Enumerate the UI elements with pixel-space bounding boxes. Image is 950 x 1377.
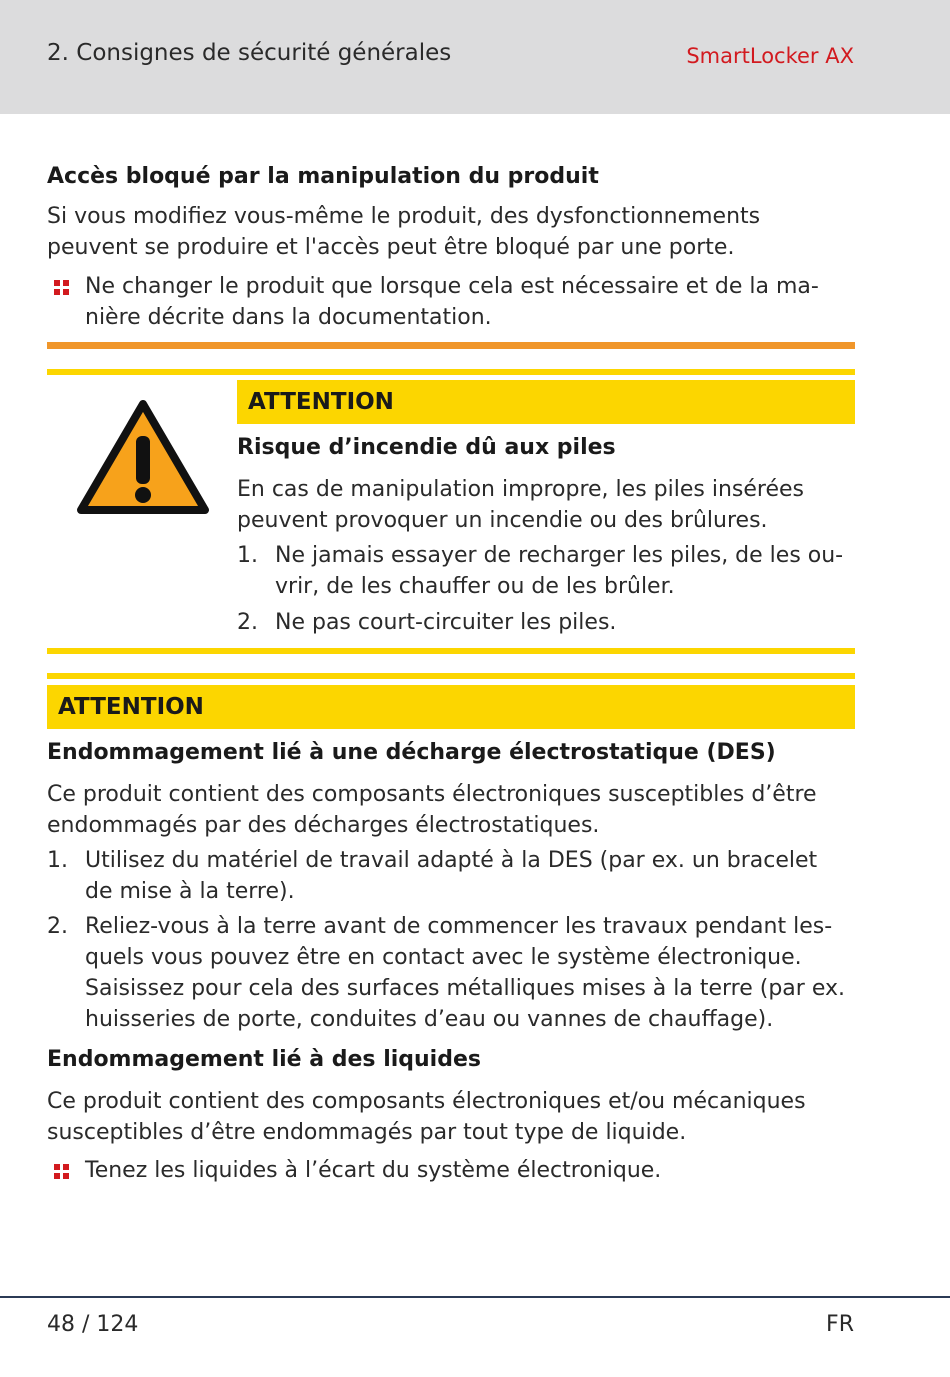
- paragraph-line: En cas de manipulation impropre, les piles insérées: [237, 477, 804, 502]
- step-number: 2.: [237, 610, 258, 635]
- bullet-line: Ne changer le produit que lorsque cela est nécessaire et de la ma-: [85, 274, 819, 299]
- section-title: 2. Consignes de sécurité générales: [47, 40, 452, 66]
- step-number: 1.: [237, 543, 258, 568]
- numbered-step: [237, 540, 855, 602]
- step-line: Ne jamais essayer de recharger les piles, de les ou-: [275, 543, 844, 568]
- heading-access-blocked: Accès bloqué par la manipulation du produit: [47, 164, 599, 189]
- warning-title: Risque d’incendie dû aux piles: [237, 435, 616, 460]
- step-line: Saisissez pour cela des surfaces métalliques mises à la terre (par ex.: [85, 976, 845, 1001]
- heading-esd: Endommagement lié à une décharge électrostatique (DES): [47, 740, 776, 765]
- signal-word-attention: ATTENTION: [47, 685, 855, 729]
- step-number: 2.: [47, 914, 68, 939]
- paragraph-line: Si vous modifiez vous-même le produit, des dysfonctionnements: [47, 204, 761, 229]
- divider-orange: [47, 342, 855, 349]
- numbered-step: [47, 911, 855, 1035]
- step-line: Utilisez du matériel de travail adapté à la DES (par ex. un bracelet: [85, 848, 818, 873]
- paragraph-access-blocked: [47, 201, 855, 263]
- product-name: SmartLocker AX: [686, 44, 854, 68]
- language-code: FR: [826, 1312, 854, 1337]
- bullet-squares-icon: [54, 1164, 70, 1180]
- step-line: quels vous pouvez être en contact avec le système électronique.: [85, 945, 802, 970]
- divider-yellow-bottom: [47, 648, 855, 654]
- paragraph-line: peuvent provoquer un incendie ou des brûlures.: [237, 508, 768, 533]
- numbered-step: [237, 607, 855, 638]
- bullet-line: Tenez les liquides à l’écart du système électronique.: [85, 1158, 662, 1183]
- divider-yellow-top: [47, 369, 855, 375]
- paragraph-liquids: [47, 1086, 855, 1148]
- footer-divider: [0, 1296, 950, 1298]
- warning-paragraph: [237, 474, 855, 536]
- step-line: Reliez-vous à la terre avant de commencer les travaux pendant les-: [85, 914, 833, 939]
- step-line: de mise à la terre).: [85, 879, 295, 904]
- heading-liquids: Endommagement lié à des liquides: [47, 1047, 481, 1072]
- numbered-step: [47, 845, 855, 907]
- bullet-squares-icon: [54, 280, 70, 296]
- paragraph-line: peuvent se produire et l'accès peut être bloqué par une porte.: [47, 235, 735, 260]
- paragraph-line: Ce produit contient des composants électroniques et/ou mécaniques: [47, 1089, 806, 1114]
- paragraph-line: susceptibles d’être endommagés par tout type de liquide.: [47, 1120, 687, 1145]
- step-line: huisseries de porte, conduites d’eau ou vannes de chauffage).: [85, 1007, 774, 1032]
- page-header: [0, 0, 950, 114]
- paragraph-esd: [47, 779, 855, 841]
- page-number: 48 / 124: [47, 1312, 139, 1337]
- divider-yellow-top: [47, 673, 855, 679]
- step-line: vrir, de les chauffer ou de les brûler.: [275, 574, 675, 599]
- step-line: Ne pas court-circuiter les piles.: [275, 610, 617, 635]
- warning-triangle-icon: [76, 398, 210, 516]
- bullet-line: nière décrite dans la documentation.: [85, 305, 492, 330]
- step-number: 1.: [47, 848, 68, 873]
- paragraph-line: Ce produit contient des composants électroniques susceptibles d’être: [47, 782, 817, 807]
- paragraph-line: endommagés par des décharges électrostatiques.: [47, 813, 600, 838]
- signal-word-attention: ATTENTION: [237, 380, 855, 424]
